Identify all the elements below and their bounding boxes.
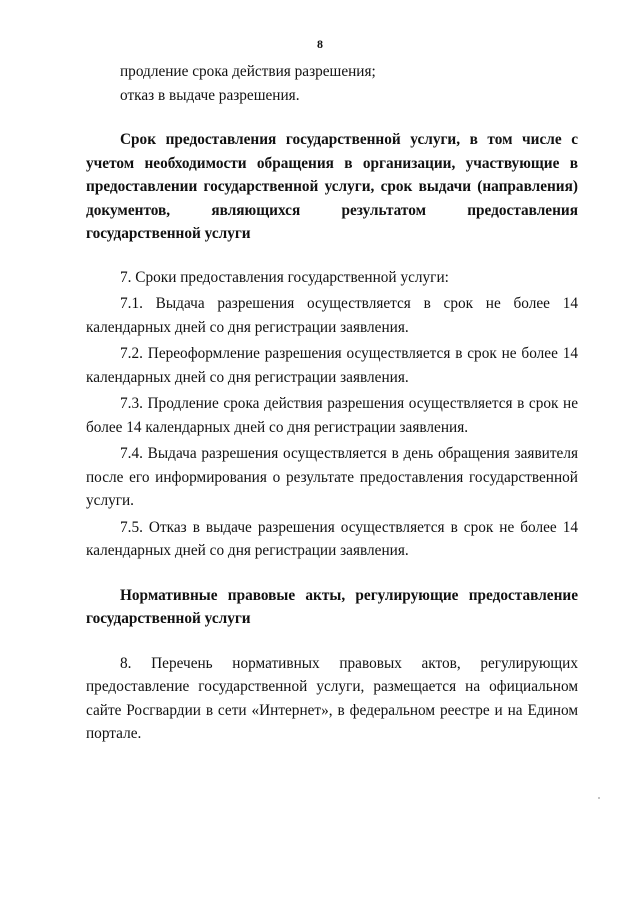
clause-7-5: 7.5. Отказ в выдаче разрешения осуществляется в срок не более 14 календарных дней со дня регистрации заявления.	[86, 518, 578, 559]
page-number: 8	[317, 37, 323, 51]
spacer	[86, 107, 578, 128]
intro-line-2: отказ в выдаче разрешения.	[120, 86, 300, 104]
clause-7-1: 7.1. Выдача разрешения осуществляется в срок не более 14 календарных дней со дня регистрации заявления.	[86, 295, 578, 336]
clause-7-2: 7.2. Переоформление разрешения осуществляется в срок не более 14 календарных дней со дня регистрации заявления.	[86, 345, 578, 386]
clause-7-lead: 7. Сроки предоставления государственной услуги:	[120, 268, 449, 286]
clause-7-4: 7.4. Выдача разрешения осуществляется в день обращения заявителя после его информирования о результате предоставления государственной услуги.	[86, 445, 578, 509]
clause-7-3: 7.3. Продление срока действия разрешения осуществляется в срок не более 14 календарных дней со дня регистрации заявления.	[86, 395, 578, 436]
spacer	[86, 246, 578, 266]
page-content	[86, 60, 578, 746]
section-heading-legal-acts: Нормативные правовые акты, регулирующие предоставление государственной услуги	[86, 586, 578, 627]
clause-8: 8. Перечень нормативных правовых актов, регулирующих предоставление государственной услуги, размещается на официальном сайте Росгвардии в сети «Интернет», в федеральном реестре и на Едином портале.	[86, 654, 578, 742]
spacer	[86, 563, 578, 584]
intro-line-1: продление срока действия разрешения;	[120, 63, 376, 80]
scan-speck	[598, 797, 600, 799]
section-heading-terms: Срок предоставления государственной услуги, в том числе с учетом необходимости обращения в организации, участвующие в предоставлении государственной услуги, срок выдачи (направления) документов, являющихся результатом предоставления государственной услуги	[86, 131, 578, 242]
spacer	[86, 631, 578, 652]
